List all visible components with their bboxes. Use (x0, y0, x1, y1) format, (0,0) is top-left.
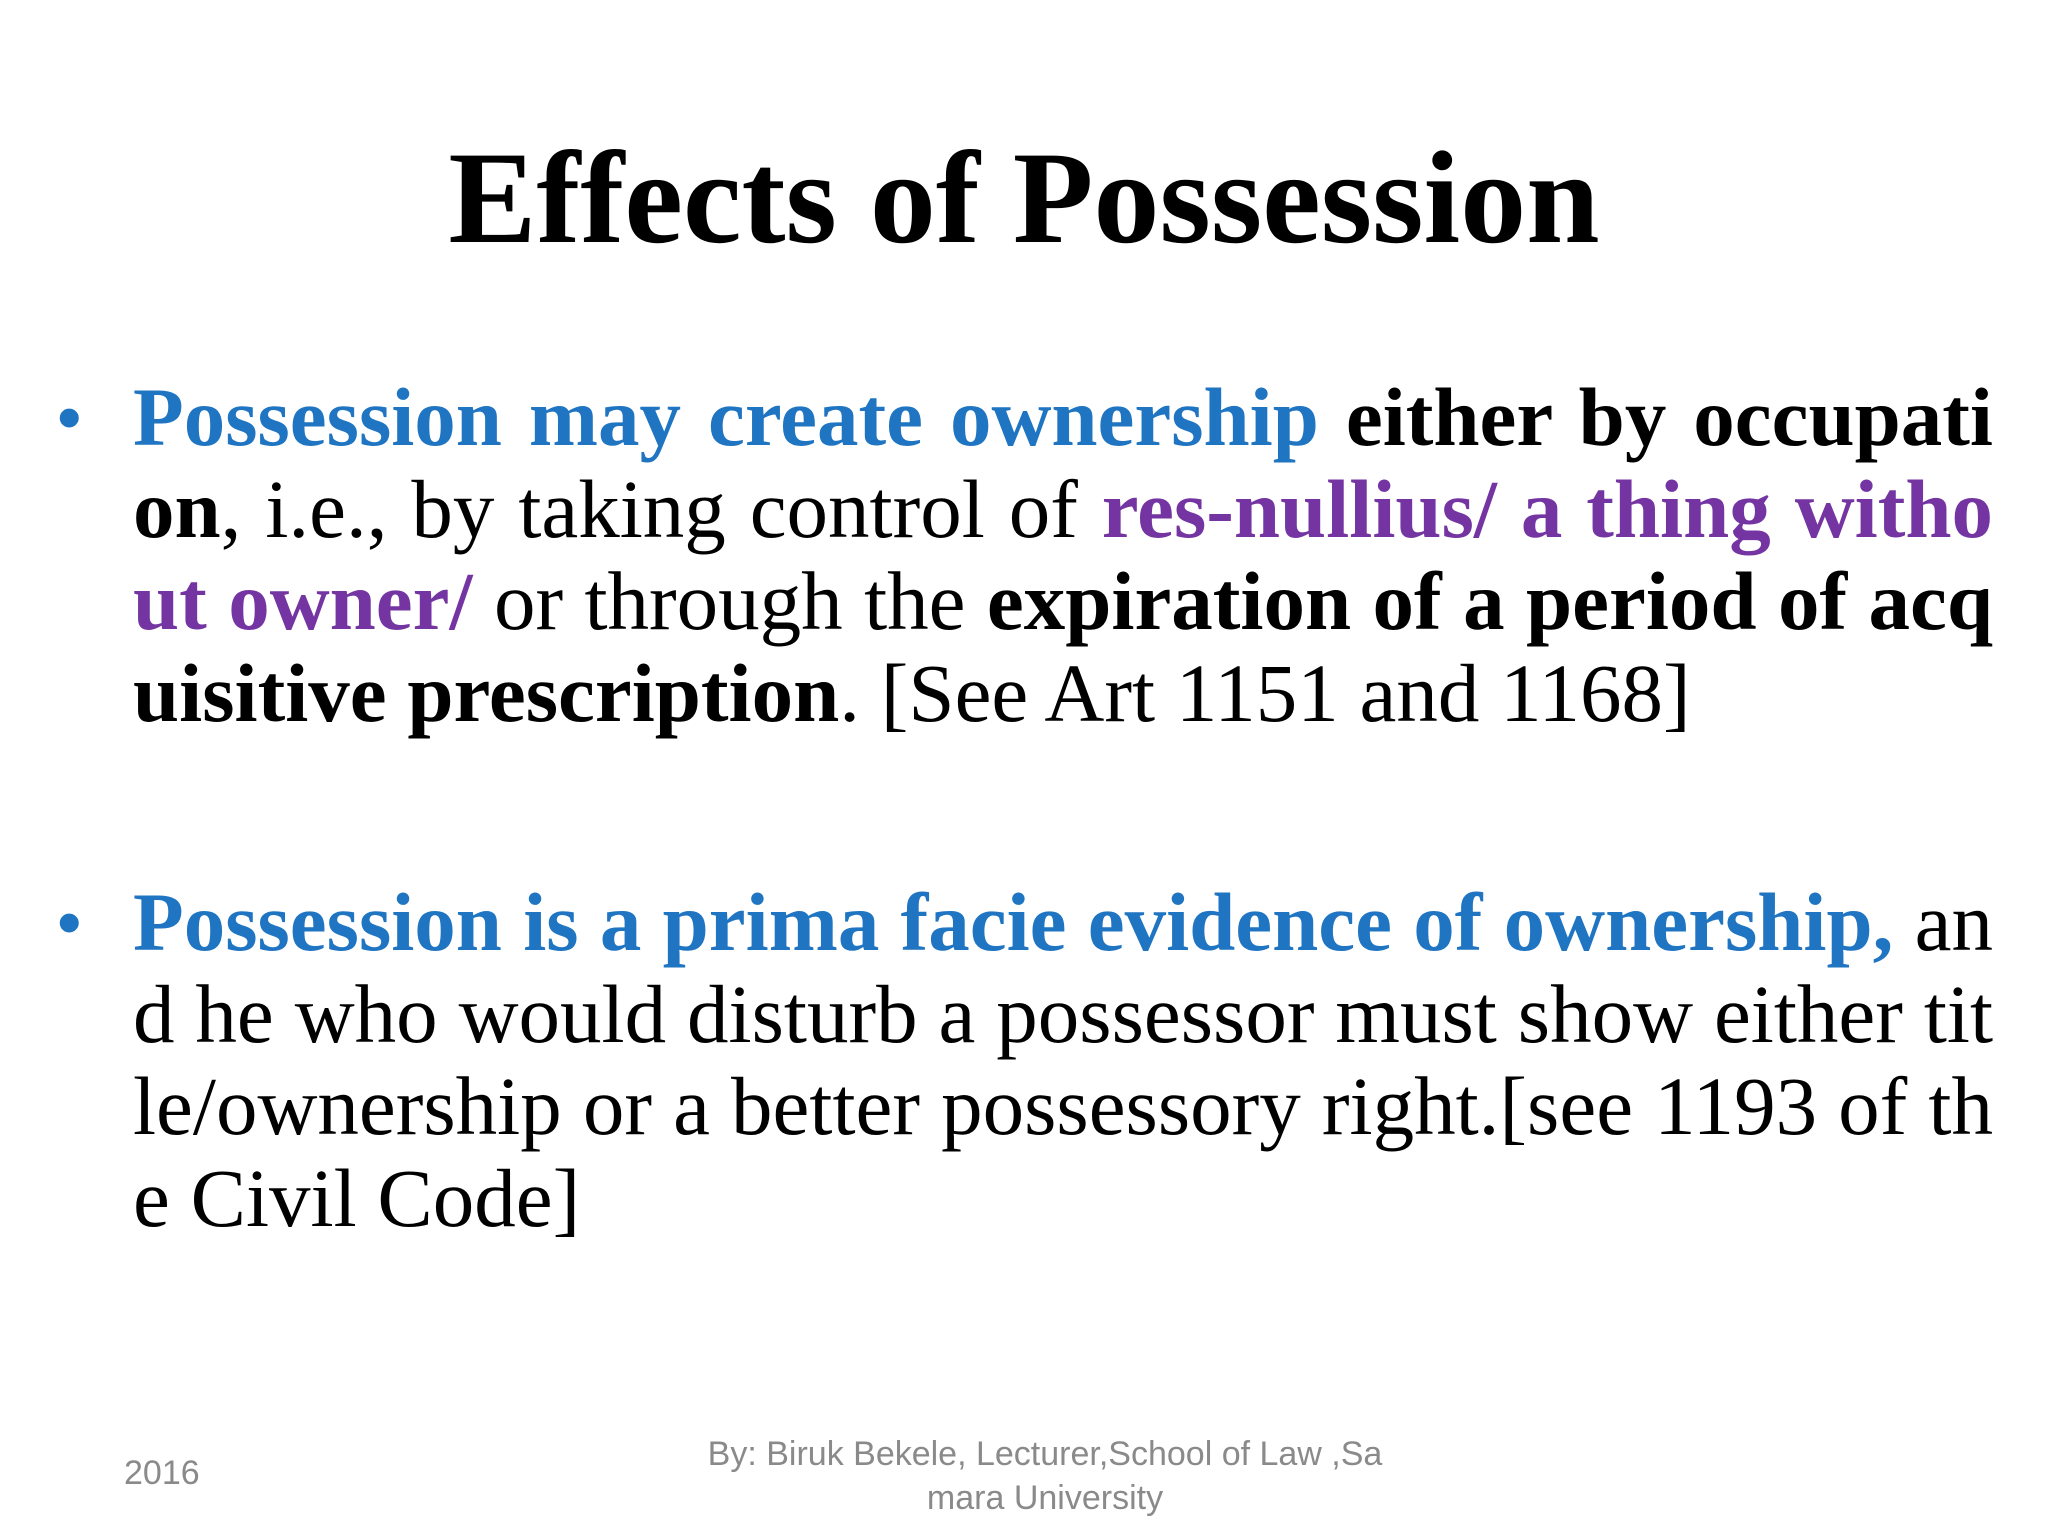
bullet-item-prima-facie (57, 876, 1993, 1244)
bullet-text-citation: . [See Art 1151 and 1168] (839, 647, 1691, 739)
bullet-text-term: res-nullius/ a thing without owner/ (133, 463, 1993, 647)
bullet-text-bold: either by occupation (133, 371, 1993, 555)
bullet-text: , i.e., by taking control of (220, 463, 1102, 555)
bullet-icon: • (57, 378, 82, 456)
bullet-icon: • (57, 883, 82, 961)
bullet-text-highlight: Possession is a prima facie evidence of ownership, (133, 876, 1894, 968)
bullet-text-highlight: Possession may create ownership (133, 371, 1319, 463)
bullet-text-bold: expiration of a period of acquisitive prescription (133, 555, 1993, 739)
bullet-text: or through the (472, 555, 987, 647)
bullet-text: and he who would disturb a possessor must show either title/ownership or a better possessory right.[see 1193 of the Civil Code] (133, 876, 1993, 1244)
footer-date: 2016 (124, 1454, 200, 1492)
bullet-item-ownership-creation (57, 371, 1993, 739)
footer-author: By: Biruk Bekele, Lecturer,School of Law ,Samara University (707, 1435, 1383, 1517)
slide-title: Effects of Possession (448, 124, 1600, 271)
